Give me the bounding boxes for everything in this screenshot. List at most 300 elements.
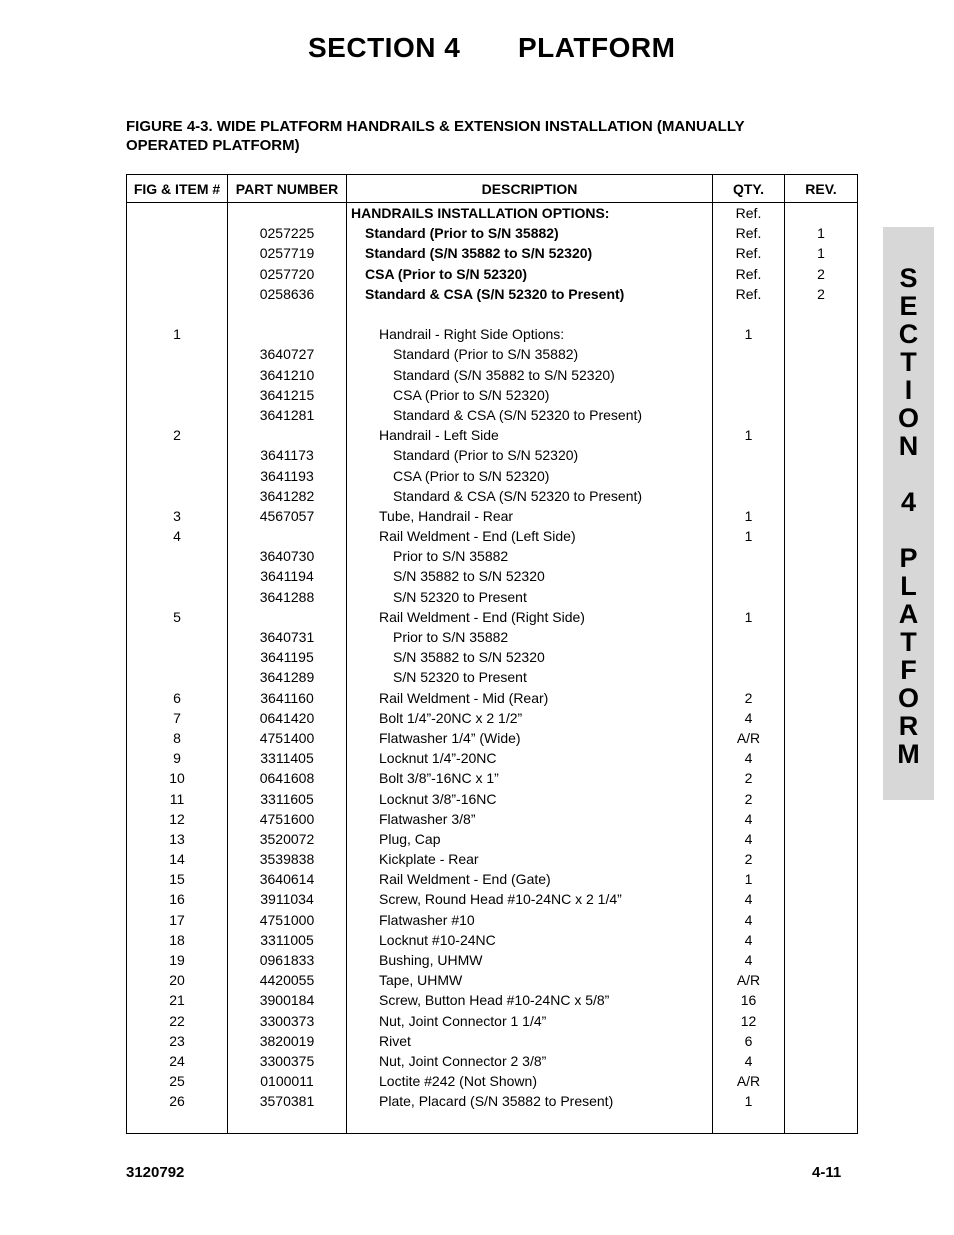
part-number-cell: 0257719 (228, 243, 347, 263)
description-cell (347, 526, 713, 546)
table-row (127, 1091, 858, 1111)
description-text: CSA (Prior to S/N 52320) (365, 265, 528, 282)
table-row (127, 425, 858, 445)
rev-cell (785, 869, 858, 889)
qty-cell: 4 (713, 910, 785, 930)
qty-cell (713, 445, 785, 465)
table-row (127, 284, 858, 304)
figure-title: FIGURE 4-3. WIDE PLATFORM HANDRAILS & EXTENSION INSTALLATION (MANUALLY OPERATED PLATFORM) (126, 118, 745, 154)
part-number-cell: 3911034 (228, 889, 347, 909)
table-row (127, 1011, 858, 1031)
part-number-cell: 4567057 (228, 506, 347, 526)
description-text: S/N 35882 to S/N 52320 (393, 649, 545, 666)
side-tab-letter: P (899, 543, 918, 573)
fig-item-cell (127, 546, 228, 566)
rev-cell (785, 809, 858, 829)
fig-item-cell: 10 (127, 768, 228, 788)
description-text: Flatwasher 3/8” (379, 810, 476, 827)
part-number-cell: 4751000 (228, 910, 347, 930)
table-row (127, 304, 858, 324)
description-cell (347, 1091, 713, 1111)
part-number-cell: 3641160 (228, 688, 347, 708)
qty-cell: 1 (713, 324, 785, 344)
side-tab-letter: 4 (900, 487, 917, 517)
rev-cell (785, 1011, 858, 1031)
description-text: Screw, Button Head #10-24NC x 5/8” (379, 992, 610, 1009)
side-tab-letter: S (899, 263, 918, 293)
fig-item-cell (127, 385, 228, 405)
table-body (127, 203, 858, 1134)
part-number-cell (228, 526, 347, 546)
fig-item-cell: 14 (127, 849, 228, 869)
description-cell (347, 425, 713, 445)
table-row (127, 344, 858, 364)
side-tab-letter: O (897, 683, 919, 713)
description-cell (347, 1051, 713, 1071)
fig-item-cell: 3 (127, 506, 228, 526)
side-tab-letter: I (904, 375, 913, 405)
part-number-cell: 3900184 (228, 990, 347, 1010)
table-row (127, 546, 858, 566)
description-cell (347, 587, 713, 607)
fig-item-cell (127, 627, 228, 647)
rev-cell (785, 1091, 858, 1111)
description-text: Standard & CSA (S/N 52320 to Present) (365, 285, 625, 302)
rev-cell: 2 (785, 284, 858, 304)
fig-item-cell: 12 (127, 809, 228, 829)
part-number-cell: 3570381 (228, 1091, 347, 1111)
part-number-cell: 3641215 (228, 385, 347, 405)
description-cell (347, 1011, 713, 1031)
part-number-cell: 3641173 (228, 445, 347, 465)
description-cell (347, 688, 713, 708)
fig-item-cell: 18 (127, 930, 228, 950)
qty-cell (713, 385, 785, 405)
qty-cell (713, 587, 785, 607)
rev-cell: 1 (785, 243, 858, 263)
description-text: Standard (S/N 35882 to S/N 52320) (393, 366, 615, 383)
qty-cell: 2 (713, 788, 785, 808)
side-tab-letter: A (898, 599, 919, 629)
filler-cell (347, 1111, 713, 1133)
col-header-part: PART NUMBER (228, 175, 347, 203)
rev-cell (785, 788, 858, 808)
part-number-cell: 3539838 (228, 849, 347, 869)
table-row (127, 667, 858, 687)
part-number-cell: 3300375 (228, 1051, 347, 1071)
fig-item-cell: 19 (127, 950, 228, 970)
side-tab-letters (883, 227, 934, 768)
qty-cell: 16 (713, 990, 785, 1010)
col-header-rev: REV. (785, 175, 858, 203)
rev-cell (785, 889, 858, 909)
description-cell (347, 970, 713, 990)
table-row (127, 627, 858, 647)
description-text: Rivet (379, 1032, 411, 1049)
description-cell (347, 203, 713, 224)
description-cell (347, 768, 713, 788)
description-text: S/N 35882 to S/N 52320 (393, 568, 545, 585)
fig-item-cell (127, 243, 228, 263)
description-cell (347, 486, 713, 506)
description-cell (347, 1031, 713, 1051)
side-tab-letter: T (900, 347, 917, 377)
side-tab-letter: N (898, 431, 919, 461)
qty-cell: 4 (713, 829, 785, 849)
qty-cell (713, 405, 785, 425)
qty-cell: 6 (713, 1031, 785, 1051)
fig-item-cell (127, 223, 228, 243)
qty-cell: Ref. (713, 284, 785, 304)
rev-cell (785, 1071, 858, 1091)
description-cell (347, 405, 713, 425)
table-filler-row (127, 1111, 858, 1133)
part-number-cell: 0641608 (228, 768, 347, 788)
qty-cell (713, 486, 785, 506)
col-header-fig: FIG & ITEM # (127, 175, 228, 203)
description-cell (347, 728, 713, 748)
part-number-cell: 3520072 (228, 829, 347, 849)
qty-cell: 4 (713, 930, 785, 950)
description-text: Locknut 3/8”-16NC (379, 790, 497, 807)
qty-cell: 1 (713, 1091, 785, 1111)
part-number-cell (228, 607, 347, 627)
part-number-cell: 3641195 (228, 647, 347, 667)
description-text: Kickplate - Rear (379, 851, 479, 868)
table-row (127, 930, 858, 950)
fig-item-cell (127, 264, 228, 284)
part-number-cell: 3641289 (228, 667, 347, 687)
rev-cell (785, 1031, 858, 1051)
filler-cell (785, 1111, 858, 1133)
table-row (127, 566, 858, 586)
fig-item-cell (127, 405, 228, 425)
rev-cell: 2 (785, 264, 858, 284)
table-row (127, 1031, 858, 1051)
description-cell (347, 849, 713, 869)
qty-cell: A/R (713, 728, 785, 748)
description-text: Nut, Joint Connector 1 1/4” (379, 1012, 547, 1029)
description-cell (347, 647, 713, 667)
fig-item-cell: 25 (127, 1071, 228, 1091)
rev-cell (785, 546, 858, 566)
description-text: Screw, Round Head #10-24NC x 2 1/4” (379, 891, 622, 908)
side-tab-letter: C (898, 319, 919, 349)
description-text: Prior to S/N 35882 (393, 548, 509, 565)
description-cell (347, 506, 713, 526)
table-row (127, 1071, 858, 1091)
rev-cell: 1 (785, 223, 858, 243)
table-row (127, 526, 858, 546)
description-cell (347, 465, 713, 485)
description-text: Rail Weldment - End (Right Side) (379, 608, 585, 625)
description-cell (347, 344, 713, 364)
qty-cell: Ref. (713, 264, 785, 284)
rev-cell (785, 708, 858, 728)
fig-item-cell: 4 (127, 526, 228, 546)
qty-cell (713, 566, 785, 586)
description-text: Bolt 1/4”-20NC x 2 1/2” (379, 709, 523, 726)
table-row (127, 1051, 858, 1071)
part-number-cell: 3641282 (228, 486, 347, 506)
rev-cell (785, 930, 858, 950)
description-cell (347, 1071, 713, 1091)
rev-cell (785, 768, 858, 788)
description-cell (347, 950, 713, 970)
fig-item-cell: 1 (127, 324, 228, 344)
rev-cell (785, 203, 858, 224)
fig-item-cell: 5 (127, 607, 228, 627)
part-number-cell: 3300373 (228, 1011, 347, 1031)
rev-cell (785, 324, 858, 344)
qty-cell: 4 (713, 809, 785, 829)
filler-cell (228, 1111, 347, 1133)
col-header-description: DESCRIPTION (347, 175, 713, 203)
side-tab-letter: F (900, 655, 917, 685)
part-number-cell (228, 304, 347, 324)
table-row (127, 748, 858, 768)
part-number-cell: 3311005 (228, 930, 347, 950)
description-cell (347, 445, 713, 465)
table-row (127, 385, 858, 405)
document-number: 3120792 (126, 1164, 185, 1181)
description-text (347, 306, 379, 322)
rev-cell (785, 445, 858, 465)
qty-cell (713, 365, 785, 385)
rev-cell (785, 990, 858, 1010)
part-number-cell: 3641193 (228, 465, 347, 485)
rev-cell (785, 728, 858, 748)
description-cell (347, 546, 713, 566)
side-tab-letter: M (897, 739, 920, 769)
part-number-cell: 0961833 (228, 950, 347, 970)
rev-cell (785, 486, 858, 506)
side-tab-letter: R (898, 711, 919, 741)
description-text: Nut, Joint Connector 2 3/8” (379, 1052, 547, 1069)
table-row (127, 647, 858, 667)
description-text: Locknut 1/4”-20NC (379, 750, 497, 767)
description-text: Handrail - Left Side (379, 427, 499, 444)
filler-cell (713, 1111, 785, 1133)
fig-item-cell (127, 465, 228, 485)
table-row (127, 990, 858, 1010)
side-tab-letter: E (899, 291, 918, 321)
table-row (127, 607, 858, 627)
table-row (127, 203, 858, 224)
qty-cell: 4 (713, 1051, 785, 1071)
rev-cell (785, 385, 858, 405)
description-text: Loctite #242 (Not Shown) (379, 1073, 537, 1090)
qty-cell (713, 546, 785, 566)
part-number-cell: 0641420 (228, 708, 347, 728)
rev-cell (785, 627, 858, 647)
table-row (127, 788, 858, 808)
fig-item-cell (127, 445, 228, 465)
rev-cell (785, 344, 858, 364)
table-row (127, 809, 858, 829)
qty-cell (713, 647, 785, 667)
fig-item-cell: 24 (127, 1051, 228, 1071)
fig-item-cell: 23 (127, 1031, 228, 1051)
description-cell (347, 365, 713, 385)
fig-item-cell (127, 344, 228, 364)
part-number-cell (228, 425, 347, 445)
qty-cell: 1 (713, 526, 785, 546)
filler-cell (127, 1111, 228, 1133)
qty-cell (713, 344, 785, 364)
description-cell (347, 889, 713, 909)
description-text: Tube, Handrail - Rear (379, 507, 514, 524)
description-cell (347, 869, 713, 889)
fig-item-cell: 13 (127, 829, 228, 849)
table-row (127, 910, 858, 930)
qty-cell: 4 (713, 889, 785, 909)
qty-cell: 1 (713, 607, 785, 627)
page-number: 4-11 (812, 1164, 842, 1181)
qty-cell (713, 304, 785, 324)
description-text: Standard & CSA (S/N 52320 to Present) (393, 487, 643, 504)
qty-cell: 1 (713, 869, 785, 889)
fig-item-cell (127, 587, 228, 607)
table-row (127, 829, 858, 849)
table-row (127, 889, 858, 909)
qty-cell: A/R (713, 970, 785, 990)
description-text: Rail Weldment - Mid (Rear) (379, 689, 549, 706)
table-row (127, 950, 858, 970)
rev-cell (785, 587, 858, 607)
rev-cell (785, 688, 858, 708)
rev-cell (785, 304, 858, 324)
description-cell (347, 788, 713, 808)
side-tab-letter: T (900, 627, 917, 657)
rev-cell (785, 607, 858, 627)
fig-item-cell: 8 (127, 728, 228, 748)
part-number-cell: 3820019 (228, 1031, 347, 1051)
col-header-qty: QTY. (713, 175, 785, 203)
description-cell (347, 930, 713, 950)
description-cell (347, 284, 713, 304)
table-row (127, 869, 858, 889)
description-text: Rail Weldment - End (Left Side) (379, 528, 576, 545)
rev-cell (785, 1051, 858, 1071)
fig-item-cell: 20 (127, 970, 228, 990)
part-number-cell: 3640731 (228, 627, 347, 647)
rev-cell (785, 748, 858, 768)
description-cell (347, 910, 713, 930)
qty-cell: 1 (713, 506, 785, 526)
description-text: Locknut #10-24NC (379, 931, 496, 948)
table-row (127, 768, 858, 788)
description-cell (347, 809, 713, 829)
description-text: Plug, Cap (379, 830, 441, 847)
rev-cell (785, 566, 858, 586)
part-number-cell: 4420055 (228, 970, 347, 990)
rev-cell (785, 365, 858, 385)
part-number-cell: 4751400 (228, 728, 347, 748)
table-row (127, 264, 858, 284)
description-text: Tape, UHMW (379, 972, 463, 989)
table-row (127, 405, 858, 425)
description-cell (347, 667, 713, 687)
part-number-cell: 3641194 (228, 566, 347, 586)
description-cell (347, 829, 713, 849)
part-number-cell: 3641281 (228, 405, 347, 425)
fig-item-cell (127, 284, 228, 304)
part-number-cell: 3311405 (228, 748, 347, 768)
description-cell (347, 324, 713, 344)
section-side-tab (883, 227, 934, 800)
description-cell (347, 627, 713, 647)
description-cell (347, 243, 713, 263)
description-text: Flatwasher 1/4” (Wide) (379, 729, 521, 746)
description-text: Handrail - Right Side Options: (379, 326, 565, 343)
fig-item-cell: 6 (127, 688, 228, 708)
qty-cell: 4 (713, 950, 785, 970)
side-tab-letter: O (897, 403, 919, 433)
description-text: Standard & CSA (S/N 52320 to Present) (393, 406, 643, 423)
part-number-cell: 3640730 (228, 546, 347, 566)
rev-cell (785, 950, 858, 970)
qty-cell: A/R (713, 1071, 785, 1091)
description-text: Prior to S/N 35882 (393, 629, 509, 646)
part-number-cell: 3641288 (228, 587, 347, 607)
side-tab-letter: L (900, 571, 917, 601)
description-text: S/N 52320 to Present (393, 669, 527, 686)
section-title: PLATFORM (518, 32, 676, 63)
qty-cell (713, 627, 785, 647)
fig-item-cell: 15 (127, 869, 228, 889)
description-cell (347, 748, 713, 768)
description-cell (347, 990, 713, 1010)
description-text: HANDRAILS INSTALLATION OPTIONS: (351, 205, 610, 222)
rev-cell (785, 506, 858, 526)
table-row (127, 465, 858, 485)
qty-cell: 4 (713, 748, 785, 768)
part-number-cell: 3641210 (228, 365, 347, 385)
description-cell (347, 223, 713, 243)
description-text: CSA (Prior to S/N 52320) (393, 467, 550, 484)
description-text: Flatwasher #10 (379, 911, 475, 928)
description-cell (347, 264, 713, 284)
table-row (127, 223, 858, 243)
fig-item-cell: 9 (127, 748, 228, 768)
fig-item-cell (127, 667, 228, 687)
part-number-cell: 3640727 (228, 344, 347, 364)
description-text: S/N 52320 to Present (393, 588, 527, 605)
part-number-cell: 0258636 (228, 284, 347, 304)
part-number-cell (228, 203, 347, 224)
fig-item-cell (127, 304, 228, 324)
rev-cell (785, 405, 858, 425)
fig-item-cell (127, 203, 228, 224)
description-text: Plate, Placard (S/N 35882 to Present) (379, 1093, 614, 1110)
qty-cell: 4 (713, 708, 785, 728)
rev-cell (785, 829, 858, 849)
fig-item-cell: 11 (127, 788, 228, 808)
table-row (127, 324, 858, 344)
description-text: Rail Weldment - End (Gate) (379, 871, 551, 888)
part-number-cell: 0257225 (228, 223, 347, 243)
qty-cell: Ref. (713, 203, 785, 224)
qty-cell (713, 465, 785, 485)
parts-table (126, 174, 858, 1134)
qty-cell (713, 667, 785, 687)
fig-item-cell (127, 647, 228, 667)
description-cell (347, 304, 713, 324)
description-text: Bolt 3/8”-16NC x 1” (379, 770, 499, 787)
rev-cell (785, 667, 858, 687)
part-number-cell: 0257720 (228, 264, 347, 284)
